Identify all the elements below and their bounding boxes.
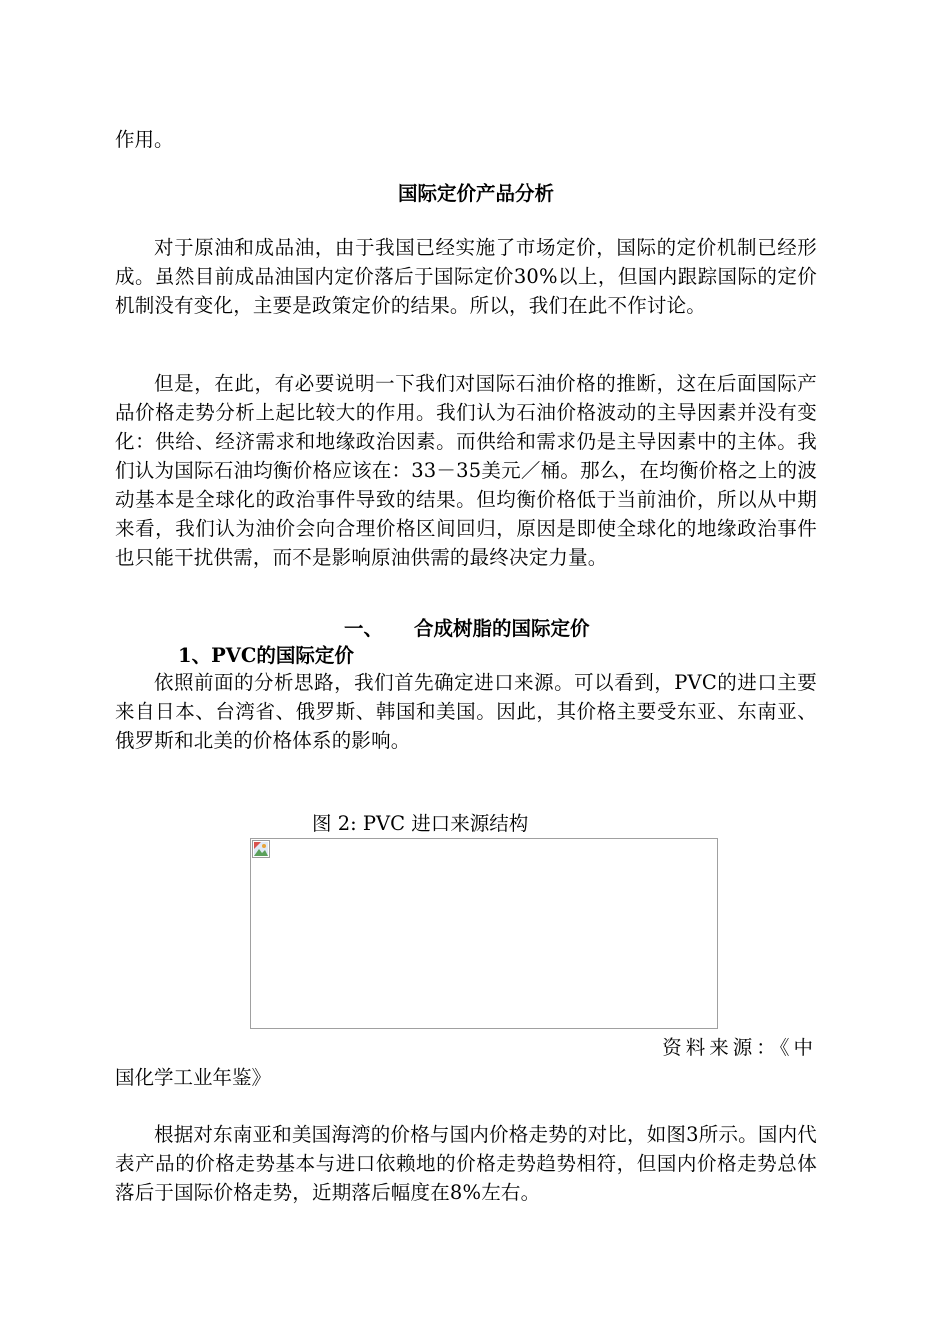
paragraph-oil-price: 但是，在此，有必要说明一下我们对国际石油价格的推断，这在后面国际产品价格走势分析上起比较大的作用。我们认为石油价格波动的主导因素并没有变化：供给、经济需求和地缘政治因素。而供给和需求仍是主导因素中的主体。我们认为国际石油均衡价格应该在：33－35美元／桶。那么，在均衡价格之上的波动基本是全球化的政治事件导致的结果。但均衡价格低于当前油价，所以从中期来看，我们认为油价会向合理价格区间回归，原因是即使全球化的地缘政治事件也只能干扰供需，而不是影响原油供需的最终决定力量。 xyxy=(115,372,817,569)
paragraph-crude-oil: 对于原油和成品油，由于我国已经实施了市场定价，国际的定价机制已经形成。虽然目前成品油国内定价落后于国际定价30%以上，但国内跟踪国际的定价机制没有变化，主要是政策定价的结果。所以，我们在此不作讨论。 xyxy=(115,236,817,317)
section-title: 国际定价产品分析 xyxy=(398,182,555,205)
broken-image-icon xyxy=(252,840,272,860)
paragraph-pvc-import: 依照前面的分析思路，我们首先确定进口来源。可以看到，PVC的进口主要来自日本、台湾省、俄罗斯、韩国和美国。因此，其价格主要受东亚、东南亚、俄罗斯和北美的价格体系的影响。 xyxy=(115,671,817,752)
top-fragment: 作用。 xyxy=(115,128,174,151)
figure-image-placeholder xyxy=(250,838,718,1029)
paragraph-price-comparison: 根据对东南亚和美国海湾的价格与国内价格走势的对比，如图3所示。国内代表产品的价格走势基本与进口依赖地的价格走势趋势相符，但国内价格走势总体落后于国际价格走势，近期落后幅度在8%左右。 xyxy=(115,1123,817,1204)
heading-resin-pricing: 合成树脂的国际定价 xyxy=(414,617,590,640)
source-label: 资料来源：《中 xyxy=(662,1036,817,1059)
figure-caption: 图 2: PVC 进口来源结构 xyxy=(312,812,529,835)
source-continuation: 国化学工业年鉴》 xyxy=(115,1066,272,1089)
heading-pvc-pricing: 1、PVC的国际定价 xyxy=(178,644,354,667)
heading-resin-number: 一、 xyxy=(344,617,384,640)
